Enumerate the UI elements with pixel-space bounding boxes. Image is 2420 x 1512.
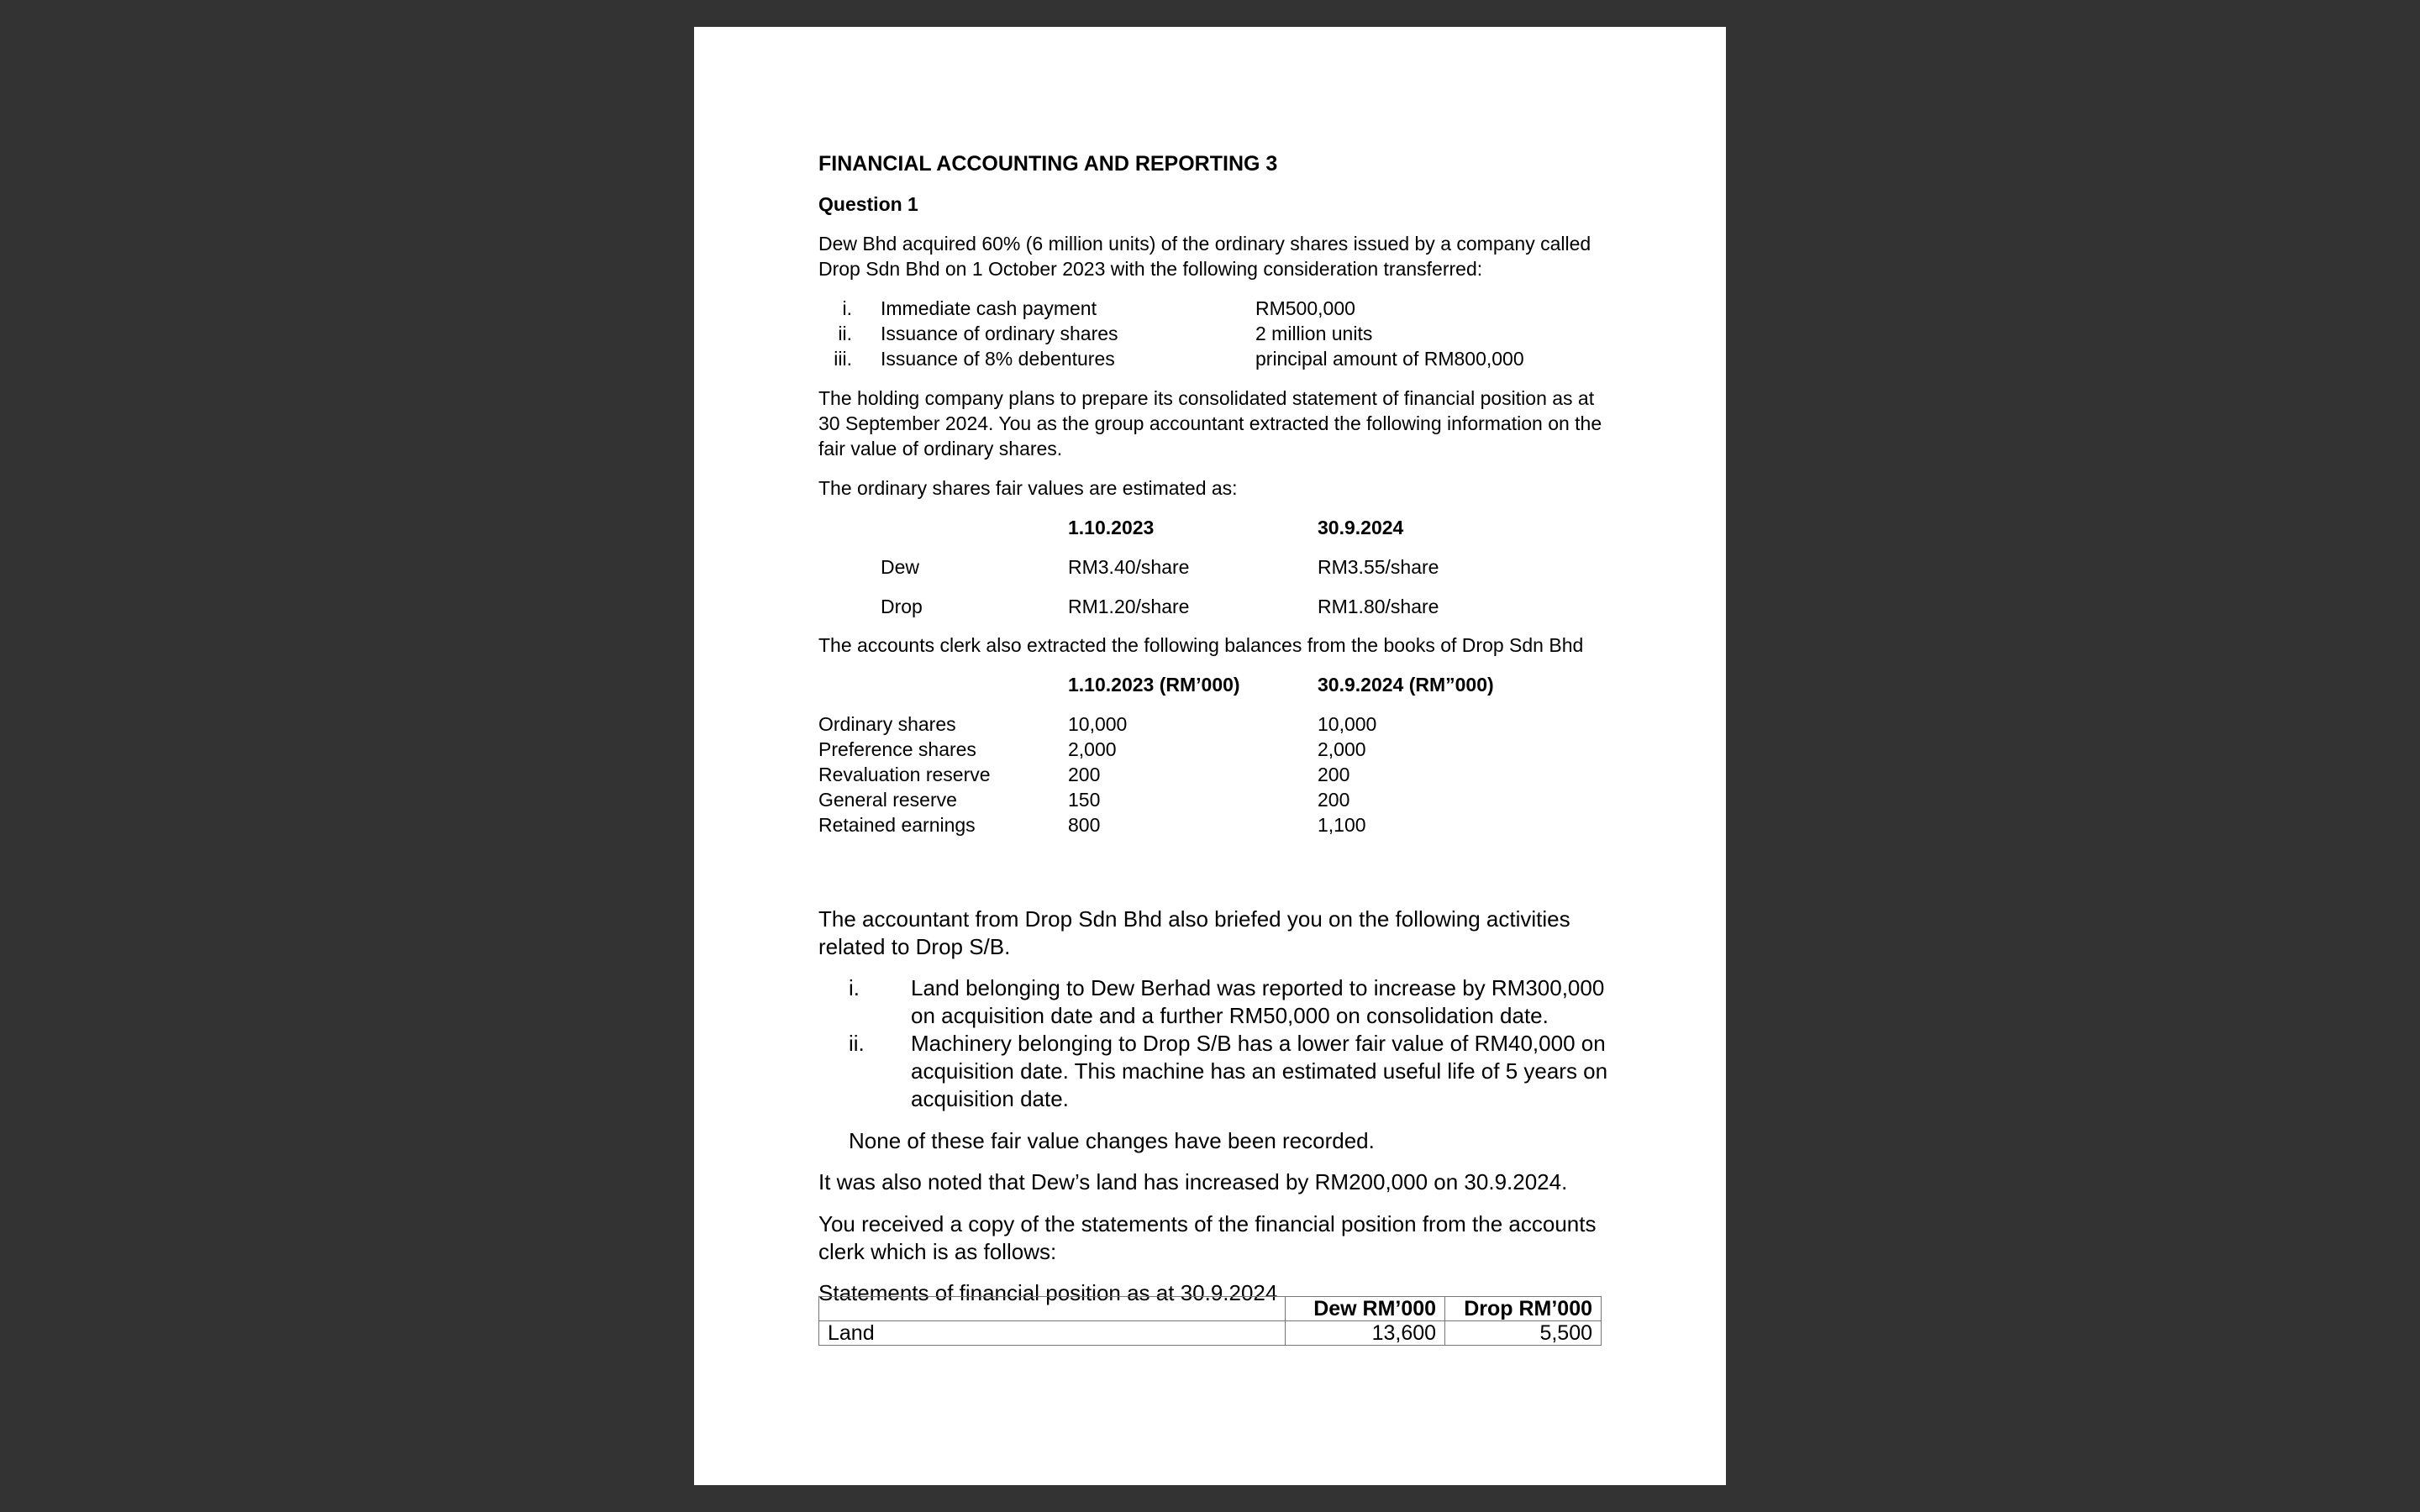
fv-row-name: Dew: [881, 556, 920, 578]
fv-row-name: Drop: [881, 596, 923, 617]
sfp-header-cell: Drop RM’000: [1445, 1297, 1602, 1321]
bal-header: 30.9.2024 (RM”000): [1318, 674, 1494, 696]
bal-cell: 200: [1318, 764, 1350, 785]
sfp-row-name: Land: [819, 1321, 1286, 1346]
activity-line: Land belonging to Dew Berhad was reported to increase by RM300,000: [911, 975, 1605, 1000]
bal-cell: 1,100: [1318, 814, 1366, 836]
consideration-value: 2 million units: [1255, 323, 1373, 344]
consideration-value: RM500,000: [1255, 297, 1355, 319]
consideration-label: Issuance of ordinary shares: [881, 323, 1118, 344]
bal-cell: 200: [1068, 764, 1101, 785]
holding-line-2: 30 September 2024. You as the group accountant extracted the following information on the: [818, 412, 1602, 434]
sfp-table: [818, 1296, 1602, 1346]
activity-line: acquisition date. This machine has an estimated useful life of 5 years on: [911, 1058, 1608, 1084]
consideration-num: i.: [842, 297, 852, 319]
intro-line-2: Drop Sdn Bhd on 1 October 2023 with the following consideration transferred:: [818, 258, 1483, 280]
document-title: FINANCIAL ACCOUNTING AND REPORTING 3: [818, 152, 1278, 176]
bal-cell: 10,000: [1318, 713, 1377, 735]
fair-value-intro: The ordinary shares fair values are estimated as:: [818, 477, 1238, 499]
consideration-num: ii.: [838, 323, 852, 344]
bal-row-name: Ordinary shares: [818, 713, 956, 735]
sfp-title: Statements of financial position as at 30.9.2024: [818, 1280, 1278, 1305]
brief-line-2: related to Drop S/B.: [818, 934, 1011, 959]
sfp-cell: 13,600: [1286, 1321, 1445, 1346]
fv-cell: RM3.55/share: [1318, 556, 1439, 578]
bal-cell: 150: [1068, 789, 1101, 811]
consideration-num: iii.: [834, 348, 852, 370]
holding-line-1: The holding company plans to prepare its consolidated statement of financial position as at: [818, 387, 1595, 409]
holding-line-3: fair value of ordinary shares.: [818, 438, 1063, 459]
intro-line-1: Dew Bhd acquired 60% (6 million units) of the ordinary shares issued by a company called: [818, 233, 1591, 255]
bal-row-name: Revaluation reserve: [818, 764, 991, 785]
fv-cell: RM1.20/share: [1068, 596, 1190, 617]
document-page: [694, 27, 1726, 1485]
bal-header: 1.10.2023 (RM’000): [1068, 674, 1240, 696]
consideration-label: Issuance of 8% debentures: [881, 348, 1115, 370]
consideration-value: principal amount of RM800,000: [1255, 348, 1524, 370]
table-row: [819, 1321, 1602, 1346]
activity-line: Machinery belonging to Drop S/B has a lower fair value of RM40,000 on: [911, 1031, 1606, 1056]
copy-line-2: clerk which is as follows:: [818, 1239, 1057, 1264]
bal-cell: 10,000: [1068, 713, 1128, 735]
sfp-cell: 5,500: [1445, 1321, 1602, 1346]
bal-row-name: Preference shares: [818, 738, 976, 760]
activity-num: i.: [849, 975, 860, 1000]
sfp-header-row: [819, 1297, 1602, 1321]
activity-line: acquisition date.: [911, 1086, 1069, 1111]
fv-cell: RM1.80/share: [1318, 596, 1439, 617]
sfp-header-cell: [819, 1297, 1286, 1321]
bal-row-name: Retained earnings: [818, 814, 976, 836]
clerk-line: The accounts clerk also extracted the following balances from the books of Drop Sdn Bhd: [818, 634, 1584, 656]
bal-cell: 2,000: [1068, 738, 1117, 760]
question-heading: Question 1: [818, 193, 918, 215]
none-recorded-note: None of these fair value changes have been recorded.: [849, 1128, 1375, 1153]
bal-cell: 800: [1068, 814, 1101, 836]
bal-cell: 2,000: [1318, 738, 1366, 760]
fv-header: 30.9.2024: [1318, 517, 1404, 538]
consideration-label: Immediate cash payment: [881, 297, 1097, 319]
dew-land-note: It was also noted that Dew’s land has increased by RM200,000 on 30.9.2024.: [818, 1169, 1568, 1194]
activity-num: ii.: [849, 1031, 865, 1056]
brief-line-1: The accountant from Drop Sdn Bhd also briefed you on the following activities: [818, 906, 1570, 932]
sfp-header-cell: Dew RM’000: [1286, 1297, 1445, 1321]
fv-header: 1.10.2023: [1068, 517, 1155, 538]
activity-line: on acquisition date and a further RM50,000 on consolidation date.: [911, 1003, 1549, 1028]
bal-row-name: General reserve: [818, 789, 957, 811]
bal-cell: 200: [1318, 789, 1350, 811]
fv-cell: RM3.40/share: [1068, 556, 1190, 578]
copy-line-1: You received a copy of the statements of the financial position from the accounts: [818, 1211, 1597, 1236]
